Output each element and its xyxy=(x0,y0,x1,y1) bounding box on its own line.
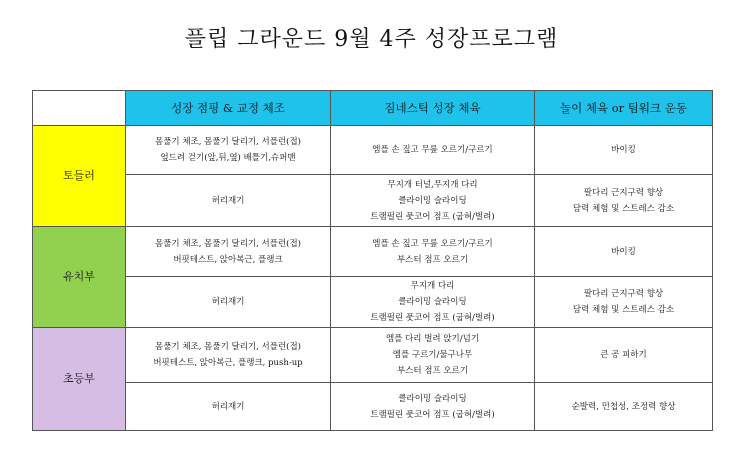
page-title: 플립 그라운드 9월 4주 성장프로그램 xyxy=(184,27,559,52)
cell-gymnastic xyxy=(331,328,535,383)
cell-play-teamwork xyxy=(535,328,713,383)
cell-line: 트램펄린 풋코어 점프 (굽혀/벌려) xyxy=(370,409,495,420)
cell-line: 순발력, 민첩성, 조정력 향상 xyxy=(571,401,676,412)
group-label-elementary: 초등부 xyxy=(33,328,126,431)
cell-line: 부스터 점프 오르기 xyxy=(396,366,469,376)
cell-gymnastic xyxy=(331,126,535,175)
cell-play-teamwork xyxy=(535,277,713,328)
cell-line: 클라이밍 슬라이딩 xyxy=(398,297,467,307)
cell-play-teamwork xyxy=(535,126,713,175)
cell-line: 엠플 손 짚고 무릎 오르기/구르기 xyxy=(372,145,493,155)
cell-line: 허리재기 xyxy=(211,297,245,307)
cell-growth-jumping xyxy=(126,227,331,277)
cell-growth-jumping xyxy=(126,175,331,227)
cell-gymnastic xyxy=(331,383,535,431)
cell-line: 큰 공 피하기 xyxy=(600,350,647,360)
cell-line: 엎드려 걷기(앞,뒤,옆) 배틀기,슈퍼맨 xyxy=(160,153,296,163)
cell-line: 엠플 다리 벌려 앉기/넘기 xyxy=(385,334,480,344)
table-row xyxy=(33,126,713,175)
cell-line: 담력 체험 및 스트레스 감소 xyxy=(572,305,675,315)
cell-growth-jumping xyxy=(126,126,331,175)
cell-line: 클라이밍 슬라이딩 xyxy=(398,195,467,206)
cell-line: 몸풀기 체조, 몸풀기 달리기, 서플런(접) xyxy=(154,342,301,352)
header-growth-jumping: 성장 점핑 & 교정 체조 xyxy=(126,91,331,126)
group-label-toddler: 토들러 xyxy=(33,126,126,227)
cell-line: 바이킹 xyxy=(611,145,636,155)
cell-gymnastic xyxy=(331,277,535,328)
table-row xyxy=(33,277,713,328)
cell-line: 트램펄린 풋코어 점프 (굽혀/벌려) xyxy=(370,211,495,222)
cell-line: 엠플 구르기/물구나무 xyxy=(392,350,473,360)
cell-line: 부스터 점프 오르기 xyxy=(396,254,469,265)
group-label-kindergarten: 유치부 xyxy=(33,227,126,328)
table-row xyxy=(33,227,713,277)
cell-line: 트램펄린 풋코어 점프 (굽혀/벌려) xyxy=(370,313,495,323)
cell-line: 몸풀기 체조, 몸풀기 달리기, 서플런(접) xyxy=(154,137,301,147)
cell-play-teamwork xyxy=(535,383,713,431)
cell-line: 팔다리 근지구력 향상 xyxy=(583,289,664,299)
cell-line: 엠플 손 짚고 무릎 오르기/구르기 xyxy=(372,238,493,249)
header-gymnastic: 짐네스틱 성장 체육 xyxy=(331,91,535,126)
cell-growth-jumping xyxy=(126,328,331,383)
program-table xyxy=(32,90,713,431)
cell-line: 무지개 터널,무지개 다리 xyxy=(387,179,478,190)
cell-line: 몸풀기 체조, 몸풀기 달리기, 서플런(접) xyxy=(154,238,301,249)
cell-line: 허리재기 xyxy=(211,195,245,206)
table-row xyxy=(33,175,713,227)
cell-line: 팔다리 근지구력 향상 xyxy=(583,187,664,198)
cell-play-teamwork xyxy=(535,175,713,227)
cell-growth-jumping xyxy=(126,277,331,328)
header-row xyxy=(33,91,713,126)
table-row xyxy=(33,328,713,383)
cell-play-teamwork xyxy=(535,227,713,277)
cell-gymnastic xyxy=(331,227,535,277)
cell-line: 허리재기 xyxy=(211,401,245,412)
cell-line: 무지개 다리 xyxy=(410,281,455,291)
cell-gymnastic xyxy=(331,175,535,227)
table-row xyxy=(33,383,713,431)
cell-line: 클라이밍 슬라이딩 xyxy=(398,393,467,404)
cell-growth-jumping xyxy=(126,383,331,431)
header-corner xyxy=(33,91,126,126)
header-play-teamwork: 놀이 체육 or 팀워크 운동 xyxy=(535,91,713,126)
cell-line: 바이킹 xyxy=(611,246,636,257)
cell-line: 버핏테스트, 앉아복근, 플랭크 xyxy=(173,254,283,265)
cell-line: 버핏테스트, 앉아복근, 플랭크, push-up xyxy=(153,358,303,368)
cell-line: 담력 체험 및 스트레스 감소 xyxy=(572,203,675,214)
